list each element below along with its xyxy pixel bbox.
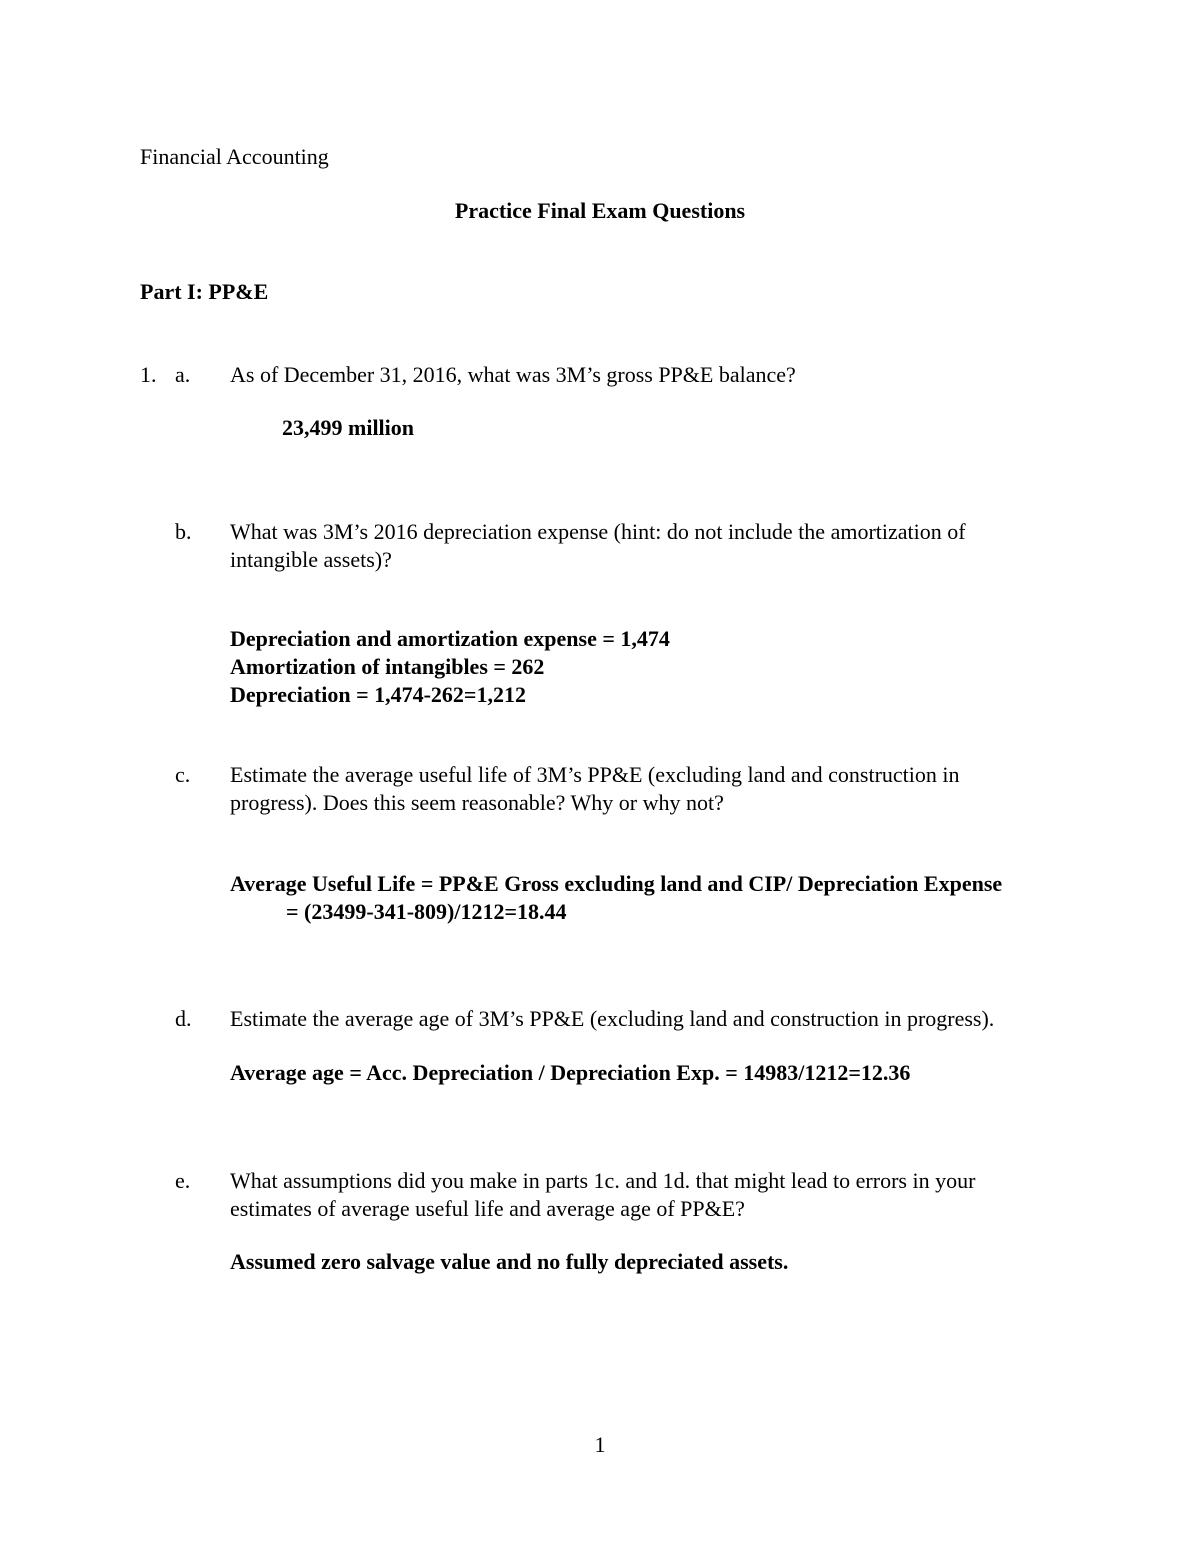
part-answer-line: Depreciation and amortization expense = 1,474 xyxy=(230,626,670,651)
part-letter: e. xyxy=(175,1168,191,1193)
part-letter: c. xyxy=(175,762,191,787)
page-title: Practice Final Exam Questions xyxy=(454,198,746,223)
part-letter: a. xyxy=(175,362,191,387)
question-number: 1. xyxy=(140,362,157,387)
part-answer: Average age = Acc. Depreciation / Depreciation Exp. = 14983/1212=12.36 xyxy=(230,1060,911,1085)
part-prompt-line: What assumptions did you make in parts 1c. and 1d. that might lead to errors in your xyxy=(230,1168,976,1193)
part-answer: 23,499 million xyxy=(282,415,415,440)
part-prompt: As of December 31, 2016, what was 3M’s gross PP&E balance? xyxy=(230,362,796,387)
part-prompt-line: intangible assets)? xyxy=(230,547,392,572)
course-name: Financial Accounting xyxy=(140,144,329,169)
part-answer-line: Amortization of intangibles = 262 xyxy=(230,654,545,679)
part-answer-line: Depreciation = 1,474-262=1,212 xyxy=(230,682,526,707)
part-letter: b. xyxy=(175,519,192,544)
part-letter: d. xyxy=(175,1006,192,1031)
part-answer: Assumed zero salvage value and no fully depreciated assets. xyxy=(230,1249,789,1274)
part-prompt-line: Estimate the average useful life of 3M’s PP&E (excluding land and construction in xyxy=(230,762,960,787)
part-prompt-line: progress). Does this seem reasonable? Why or why not? xyxy=(230,790,724,815)
part-answer-line: Average Useful Life = PP&E Gross excluding land and CIP/ Depreciation Expense xyxy=(230,871,1003,896)
part-prompt-line: estimates of average useful life and average age of PP&E? xyxy=(230,1196,745,1221)
part-prompt-line: What was 3M’s 2016 depreciation expense (hint: do not include the amortization of xyxy=(230,519,966,544)
part-answer-line: = (23499-341-809)/1212=18.44 xyxy=(286,899,567,924)
part-prompt: Estimate the average age of 3M’s PP&E (excluding land and construction in progress). xyxy=(230,1006,995,1031)
page-number: 1 xyxy=(594,1432,606,1457)
section-heading: Part I: PP&E xyxy=(140,279,269,304)
